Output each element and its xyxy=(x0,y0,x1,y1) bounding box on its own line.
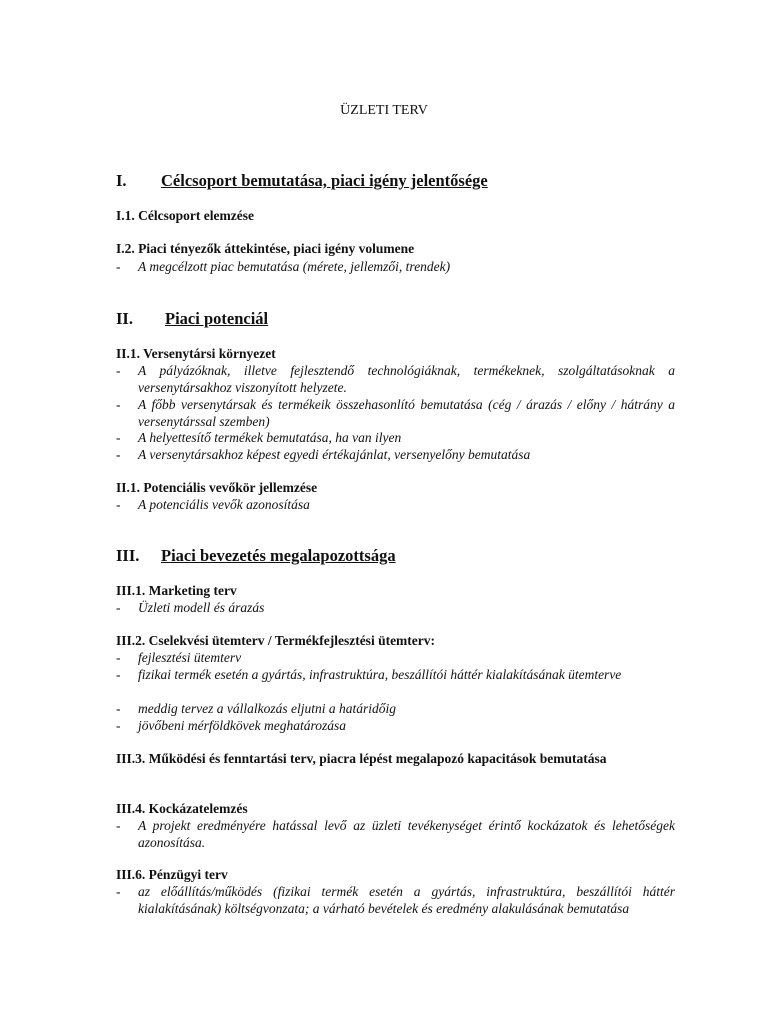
list-item xyxy=(116,649,675,666)
list-item xyxy=(116,496,675,513)
bullet-dash: - xyxy=(116,259,121,274)
section-III-6-heading: III.6. Pénzügyi terv xyxy=(116,867,228,882)
chapter-3-heading xyxy=(116,545,676,567)
list-item xyxy=(116,396,675,430)
list-item xyxy=(116,429,675,446)
section-I-1-heading: I.1. Célcsoport elemzése xyxy=(116,208,254,223)
list-item-text: A helyettesítő termékek bemutatása, ha van ilyen xyxy=(138,430,402,445)
list-item xyxy=(116,599,675,616)
section-III-2-heading: III.2. Cselekvési ütemterv / Termékfejlesztési ütemterv: xyxy=(116,633,436,648)
chapter-2-title: Piaci potenciál xyxy=(165,309,269,328)
list-item-text: az előállítás/működés (fizikai termék esetén a gyártás, infrastruktúra, beszállítói háttér kialakításának) költségvonzata; a várható bevételek és eredmény alakulásának bemutatása xyxy=(138,884,675,916)
section-II-2-heading: II.1. Potenciális vevőkör jellemzése xyxy=(116,480,318,495)
list-item xyxy=(116,362,675,396)
list-item-text: jövőbeni mérföldkövek meghatározása xyxy=(138,718,346,733)
list-item xyxy=(116,817,675,851)
bullet-dash: - xyxy=(116,884,121,899)
list-item xyxy=(116,258,675,275)
chapter-1-number: I. xyxy=(116,171,127,190)
list-item-text: A projekt eredményére hatással levő az üzleti tevékenységet érintő kockázatok és lehetőségek azonosítása. xyxy=(138,818,675,850)
list-item-text: meddig tervez a vállalkozás eljutni a határidőig xyxy=(138,701,396,716)
bullet-dash: - xyxy=(116,397,121,412)
section-I-2-heading: I.2. Piaci tényezők áttekintése, piaci igény volumene xyxy=(116,241,415,256)
bullet-dash: - xyxy=(116,701,121,716)
list-item-text: A pályázóknak, illetve fejlesztendő technológiáknak, termékeknek, szolgáltatásoknak a versenytársakhoz viszonyított helyzete. xyxy=(138,363,675,395)
list-item xyxy=(116,883,675,917)
bullet-dash: - xyxy=(116,430,121,445)
chapter-1-heading xyxy=(116,170,676,192)
section-II-1-heading: II.1. Versenytársi környezet xyxy=(116,346,276,361)
list-item xyxy=(116,717,675,734)
chapter-1-title: Célcsoport bemutatása, piaci igény jelentősége xyxy=(161,171,488,190)
list-item-text: A potenciális vevők azonosítása xyxy=(138,497,310,512)
list-item-text: A főbb versenytársak és termékeik összehasonlító bemutatása (cég / árazás / előny / hátrány a versenytárssal szemben) xyxy=(138,397,675,429)
list-item-text: fizikai termék esetén a gyártás, infrastruktúra, beszállítói háttér kialakításának ütemterve xyxy=(138,667,622,682)
chapter-2-number: II. xyxy=(116,309,133,328)
list-item-text: Üzleti modell és árazás xyxy=(138,600,265,615)
bullet-dash: - xyxy=(116,497,121,512)
list-item xyxy=(116,666,675,683)
bullet-dash: - xyxy=(116,818,121,833)
bullet-dash: - xyxy=(116,600,121,615)
section-III-3-heading: III.3. Működési és fenntartási terv, piacra lépést megalapozó kapacitások bemutatása xyxy=(116,751,607,766)
chapter-2-heading xyxy=(116,308,676,330)
document-title: ÜZLETI TERV xyxy=(340,103,428,118)
chapter-3-title: Piaci bevezetés megalapozottsága xyxy=(161,546,396,565)
bullet-dash: - xyxy=(116,447,121,462)
bullet-dash: - xyxy=(116,667,121,682)
list-item-text: fejlesztési ütemterv xyxy=(138,650,242,665)
chapter-3-number: III. xyxy=(116,546,140,565)
list-item xyxy=(116,700,675,717)
bullet-dash: - xyxy=(116,650,121,665)
bullet-dash: - xyxy=(116,718,121,733)
section-III-4-heading: III.4. Kockázatelemzés xyxy=(116,801,248,816)
list-item-text: A versenytársakhoz képest egyedi értékajánlat, versenyelőny bemutatása xyxy=(138,447,531,462)
list-item xyxy=(116,446,675,463)
bullet-dash: - xyxy=(116,363,121,378)
section-III-1-heading: III.1. Marketing terv xyxy=(116,583,237,598)
list-item-text: A megcélzott piac bemutatása (mérete, jellemzői, trendek) xyxy=(138,259,451,274)
